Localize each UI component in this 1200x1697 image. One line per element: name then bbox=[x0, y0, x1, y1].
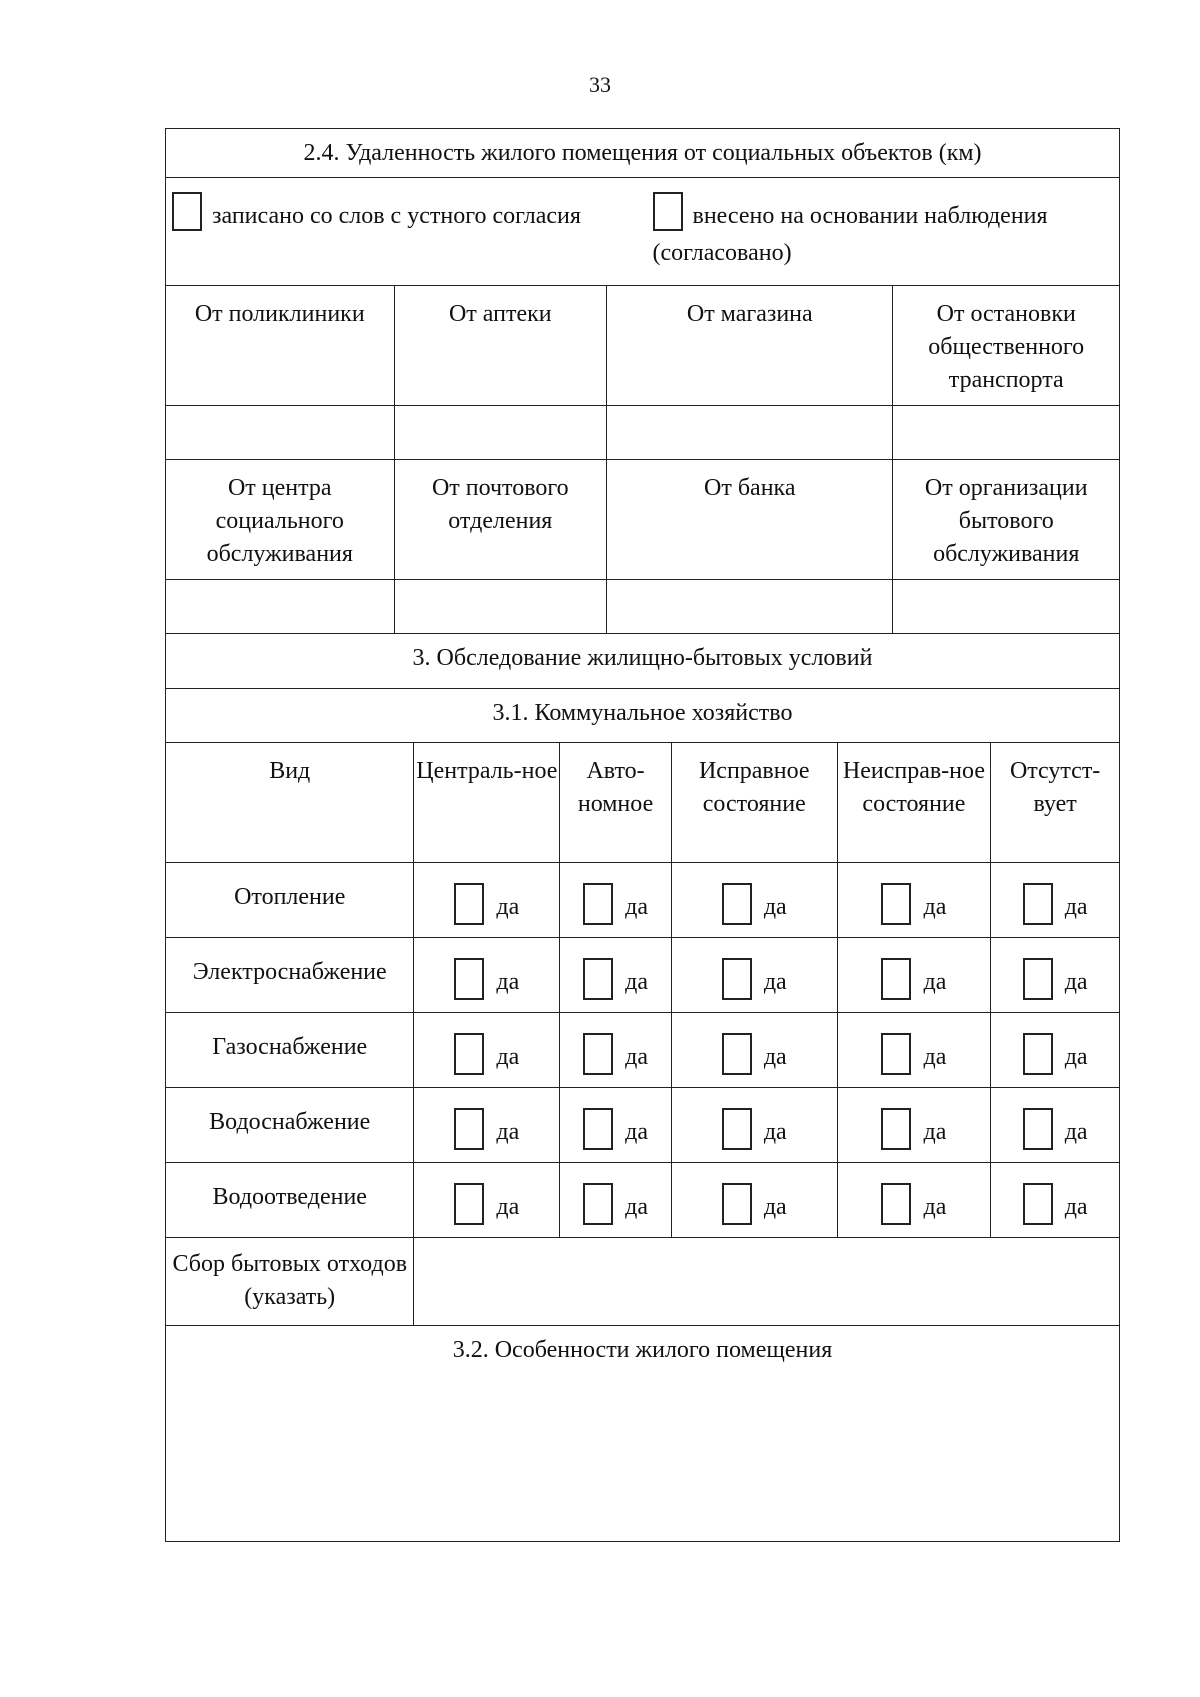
checkbox-yes-label: да bbox=[496, 1043, 520, 1070]
gas-faulty-checkbox[interactable] bbox=[881, 1033, 911, 1075]
waste-row bbox=[165, 1238, 1120, 1326]
section-3-1-header-row bbox=[165, 689, 1120, 743]
distance-input-household-services[interactable] bbox=[893, 580, 1119, 633]
utilities-header-absent: Отсутст-вует bbox=[1009, 758, 1101, 817]
consent-option-verbal bbox=[166, 178, 643, 285]
waste-label: Сбор бытовых отходов (указать) bbox=[166, 1238, 414, 1325]
electricity-central-checkbox[interactable] bbox=[454, 958, 484, 1000]
electricity-faulty-checkbox[interactable] bbox=[881, 958, 911, 1000]
checkbox-yes-label: да bbox=[625, 1193, 648, 1220]
water-faulty-checkbox[interactable] bbox=[881, 1108, 911, 1150]
sewerage-central-option bbox=[414, 1163, 560, 1237]
electricity-faulty-option bbox=[838, 938, 992, 1012]
heating-autonomous-option bbox=[560, 863, 672, 937]
gas-absent-checkbox[interactable] bbox=[1023, 1033, 1053, 1075]
heating-absent-option bbox=[991, 863, 1119, 937]
section-3-2-row bbox=[165, 1326, 1120, 1542]
checkbox-yes-label: да bbox=[923, 1118, 947, 1145]
gas-central-option bbox=[414, 1013, 560, 1087]
water-central-checkbox[interactable] bbox=[454, 1108, 484, 1150]
electricity-absent-option bbox=[991, 938, 1119, 1012]
distance-header-post-office: От почтового отделения bbox=[395, 460, 608, 579]
heating-absent-checkbox[interactable] bbox=[1023, 883, 1053, 925]
section-2-4-header-row bbox=[165, 128, 1120, 178]
consent-verbal-label: записано со слов с устного согласия bbox=[212, 203, 581, 229]
checkbox-yes-label: да bbox=[625, 893, 648, 920]
checkbox-yes-label: да bbox=[1064, 1193, 1088, 1220]
checkbox-yes-label: да bbox=[923, 893, 947, 920]
consent-observation-label: внесено на основании наблюдения (согласовано) bbox=[652, 203, 1048, 266]
distance-header-transport-stop: От остановки общественного транспорта bbox=[928, 301, 1085, 393]
checkbox-yes-label: да bbox=[763, 1118, 787, 1145]
gas-central-checkbox[interactable] bbox=[454, 1033, 484, 1075]
electricity-absent-checkbox[interactable] bbox=[1023, 958, 1053, 1000]
water-central-option bbox=[414, 1088, 560, 1162]
checkbox-yes-label: да bbox=[1064, 893, 1088, 920]
distance-header-shop: От магазина bbox=[607, 286, 893, 405]
gas-autonomous-option bbox=[560, 1013, 672, 1087]
waste-input[interactable] bbox=[414, 1238, 1119, 1325]
checkbox-yes-label: да bbox=[1064, 1043, 1088, 1070]
distance-header-social-center: От центра социального обслуживания bbox=[166, 460, 395, 579]
sewerage-working-checkbox[interactable] bbox=[722, 1183, 752, 1225]
consent-row bbox=[165, 178, 1120, 286]
checkbox-yes-label: да bbox=[923, 1193, 947, 1220]
distance-input-transport-stop[interactable] bbox=[893, 406, 1119, 459]
heating-autonomous-checkbox[interactable] bbox=[583, 883, 613, 925]
distance-input-post-office[interactable] bbox=[395, 580, 608, 633]
heating-working-checkbox[interactable] bbox=[722, 883, 752, 925]
checkbox-yes-label: да bbox=[1064, 968, 1088, 995]
sewerage-absent-option bbox=[991, 1163, 1119, 1237]
sewerage-absent-checkbox[interactable] bbox=[1023, 1183, 1053, 1225]
distance-header-row-1 bbox=[165, 286, 1120, 406]
checkbox-yes-label: да bbox=[625, 1043, 648, 1070]
utility-row-electricity bbox=[165, 938, 1120, 1013]
distance-input-pharmacy[interactable] bbox=[395, 406, 608, 459]
checkbox-yes-label: да bbox=[625, 1118, 648, 1145]
utilities-header-central: Централь-ное bbox=[414, 743, 560, 862]
utility-row-water bbox=[165, 1088, 1120, 1163]
electricity-autonomous-checkbox[interactable] bbox=[583, 958, 613, 1000]
consent-option-observation bbox=[643, 178, 1120, 285]
checkbox-yes-label: да bbox=[763, 1043, 787, 1070]
consent-observation-checkbox[interactable] bbox=[653, 192, 683, 231]
utilities-header-row bbox=[165, 743, 1120, 863]
distance-value-row-1 bbox=[165, 406, 1120, 460]
checkbox-yes-label: да bbox=[923, 968, 947, 995]
checkbox-yes-label: да bbox=[763, 968, 787, 995]
electricity-working-checkbox[interactable] bbox=[722, 958, 752, 1000]
water-absent-checkbox[interactable] bbox=[1023, 1108, 1053, 1150]
checkbox-yes-label: да bbox=[625, 968, 648, 995]
distance-input-bank[interactable] bbox=[607, 580, 893, 633]
distance-input-social-center[interactable] bbox=[166, 580, 395, 633]
checkbox-yes-label: да bbox=[923, 1043, 947, 1070]
electricity-working-option bbox=[672, 938, 838, 1012]
electricity-autonomous-option bbox=[560, 938, 672, 1012]
electricity-central-option bbox=[414, 938, 560, 1012]
gas-faulty-option bbox=[838, 1013, 992, 1087]
utility-label-gas: Газоснабжение bbox=[166, 1013, 414, 1087]
utility-label-electricity: Электроснабжение bbox=[166, 938, 414, 1012]
heating-central-checkbox[interactable] bbox=[454, 883, 484, 925]
distance-header-row-2 bbox=[165, 460, 1120, 580]
utilities-header-faulty: Неисправ-ное состояние bbox=[838, 743, 992, 862]
distance-value-row-2 bbox=[165, 580, 1120, 634]
section-3-1-title: 3.1. Коммунальное хозяйство bbox=[492, 700, 793, 726]
utility-row-sewerage bbox=[165, 1163, 1120, 1238]
utility-label-water: Водоснабжение bbox=[166, 1088, 414, 1162]
checkbox-yes-label: да bbox=[496, 1118, 520, 1145]
section-2-4-title: 2.4. Удаленность жилого помещения от социальных объектов (км) bbox=[303, 140, 982, 166]
gas-absent-option bbox=[991, 1013, 1119, 1087]
sewerage-autonomous-checkbox[interactable] bbox=[583, 1183, 613, 1225]
sewerage-faulty-checkbox[interactable] bbox=[881, 1183, 911, 1225]
water-autonomous-checkbox[interactable] bbox=[583, 1108, 613, 1150]
section-3-title: 3. Обследование жилищно-бытовых условий bbox=[412, 645, 873, 671]
checkbox-yes-label: да bbox=[1064, 1118, 1088, 1145]
gas-working-option bbox=[672, 1013, 838, 1087]
consent-verbal-checkbox[interactable] bbox=[172, 192, 202, 231]
sewerage-working-option bbox=[672, 1163, 838, 1237]
distance-header-household-services: От организации бытового обслуживания bbox=[924, 475, 1088, 567]
checkbox-yes-label: да bbox=[496, 1193, 520, 1220]
section-3-2-title: 3.2. Особенности жилого помещения bbox=[452, 1337, 833, 1363]
checkbox-yes-label: да bbox=[496, 968, 520, 995]
utility-label-sewerage: Водоотведение bbox=[166, 1163, 414, 1237]
utility-label-heating: Отопление bbox=[166, 863, 414, 937]
sewerage-faulty-option bbox=[838, 1163, 992, 1237]
section-3-header-row bbox=[165, 634, 1120, 689]
checkbox-yes-label: да bbox=[763, 893, 787, 920]
distance-header-clinic: От поликлиники bbox=[166, 286, 395, 405]
distance-input-shop[interactable] bbox=[607, 406, 893, 459]
checkbox-yes-label: да bbox=[763, 1193, 787, 1220]
heating-working-option bbox=[672, 863, 838, 937]
sewerage-autonomous-option bbox=[560, 1163, 672, 1237]
page-number: 33 bbox=[589, 72, 611, 97]
utilities-header-autonomous: Авто-номное bbox=[560, 743, 672, 862]
utility-row-gas bbox=[165, 1013, 1120, 1088]
distance-header-bank: От банка bbox=[607, 460, 893, 579]
heating-central-option bbox=[414, 863, 560, 937]
section-3-2-block bbox=[166, 1326, 1119, 1541]
utilities-header-working: Исправное состояние bbox=[672, 743, 838, 862]
distance-header-pharmacy: От аптеки bbox=[395, 286, 608, 405]
gas-autonomous-checkbox[interactable] bbox=[583, 1033, 613, 1075]
water-absent-option bbox=[991, 1088, 1119, 1162]
utilities-header-type: Вид bbox=[166, 743, 414, 862]
survey-form bbox=[165, 128, 1120, 1542]
heating-faulty-checkbox[interactable] bbox=[881, 883, 911, 925]
water-working-option bbox=[672, 1088, 838, 1162]
utility-row-heating bbox=[165, 863, 1120, 938]
sewerage-central-checkbox[interactable] bbox=[454, 1183, 484, 1225]
heating-faulty-option bbox=[838, 863, 992, 937]
gas-working-checkbox[interactable] bbox=[722, 1033, 752, 1075]
checkbox-yes-label: да bbox=[496, 893, 520, 920]
water-faulty-option bbox=[838, 1088, 992, 1162]
water-autonomous-option bbox=[560, 1088, 672, 1162]
distance-input-clinic[interactable] bbox=[166, 406, 395, 459]
water-working-checkbox[interactable] bbox=[722, 1108, 752, 1150]
